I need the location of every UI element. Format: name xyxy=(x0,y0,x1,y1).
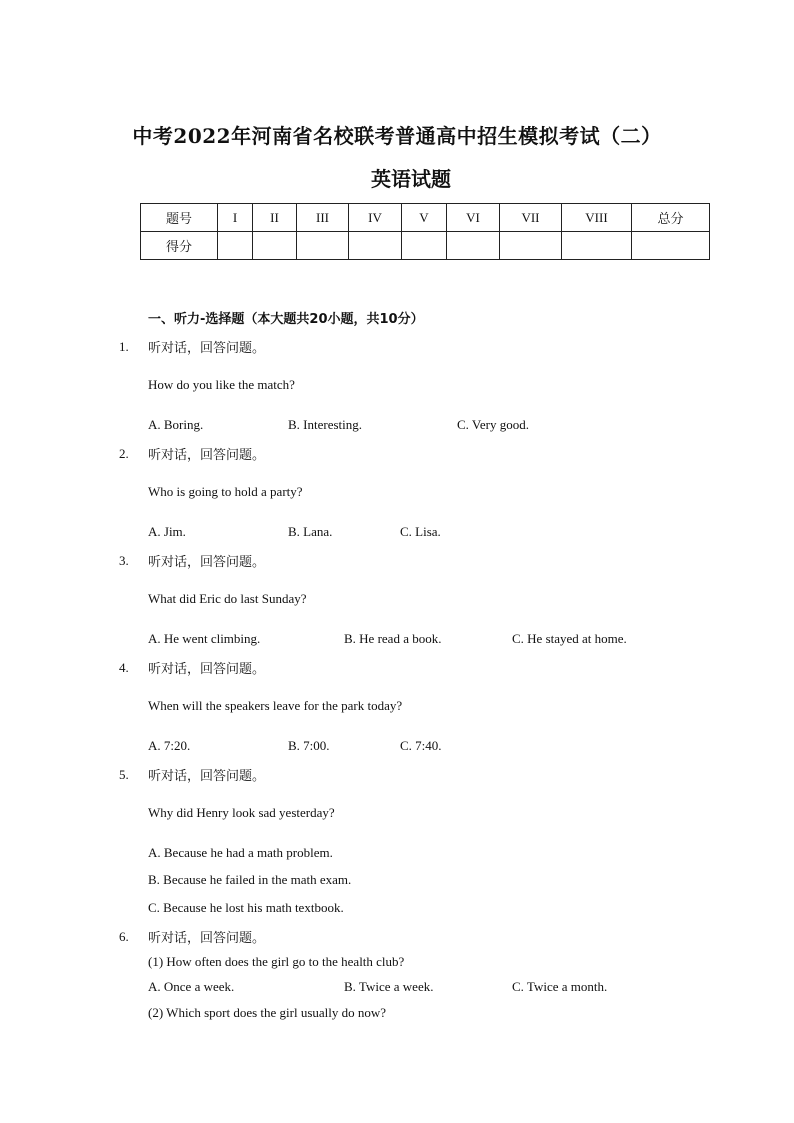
score-table-header-cell: VIII xyxy=(562,204,632,232)
score-table-header-cell: 总分 xyxy=(632,204,710,232)
question-instruction: 听对话，回答问题。 xyxy=(148,931,266,946)
question-number: 1. xyxy=(119,339,129,354)
option-c: C. Very good. xyxy=(457,417,529,432)
option-b: B. Lana. xyxy=(288,524,333,539)
option-a: A. Once a week. xyxy=(148,979,235,994)
score-cell xyxy=(632,232,710,260)
question-text: When will the speakers leave for the park today? xyxy=(148,698,403,713)
option-b: B. Interesting. xyxy=(288,417,363,432)
score-cell xyxy=(218,232,253,260)
option-b: B. He read a book. xyxy=(344,631,442,646)
question-text: What did Eric do last Sunday? xyxy=(148,591,307,606)
section-heading: 一、听力-选择题（本大题共20小题，共10分） xyxy=(148,312,424,327)
option-a: A. 7:20. xyxy=(148,738,191,753)
score-table-header-cell: VII xyxy=(500,204,562,232)
score-cell xyxy=(349,232,402,260)
option-a: A. Because he had a math problem. xyxy=(148,845,333,860)
question-instruction: 听对话，回答问题。 xyxy=(148,341,266,356)
score-table-header-cell: IV xyxy=(349,204,402,232)
option-b: B. 7:00. xyxy=(288,738,330,753)
question-instruction: 听对话，回答问题。 xyxy=(148,769,266,784)
question-number: 6. xyxy=(119,929,129,944)
question-number: 2. xyxy=(119,446,129,461)
question-number: 3. xyxy=(119,553,129,568)
option-a: A. Boring. xyxy=(148,417,204,432)
score-table-score-row xyxy=(141,232,710,260)
question-instruction: 听对话，回答问题。 xyxy=(148,555,266,570)
option-c: C. He stayed at home. xyxy=(512,631,627,646)
score-table-header-cell: VI xyxy=(447,204,500,232)
option-c: C. Because he lost his math textbook. xyxy=(148,900,344,915)
option-b: B. Because he failed in the math exam. xyxy=(148,872,352,887)
question-text: Why did Henry look sad yesterday? xyxy=(148,805,335,820)
score-table-header-cell: V xyxy=(402,204,447,232)
option-c: C. Lisa. xyxy=(400,524,441,539)
score-cell xyxy=(562,232,632,260)
question-instruction: 听对话，回答问题。 xyxy=(148,448,266,463)
sub-question-text: (2) Which sport does the girl usually do now? xyxy=(148,1005,387,1020)
question-instruction: 听对话，回答问题。 xyxy=(148,662,266,677)
option-a: A. He went climbing. xyxy=(148,631,261,646)
score-table-header-cell: III xyxy=(297,204,349,232)
exam-subtitle: 英语试题 xyxy=(371,167,451,191)
question-number: 5. xyxy=(119,767,129,782)
score-table xyxy=(140,203,710,260)
exam-title: 中考2022年河南省名校联考普通高中招生模拟考试（二） xyxy=(132,124,662,148)
option-c: C. Twice a month. xyxy=(512,979,608,994)
question-number: 4. xyxy=(119,660,129,675)
option-a: A. Jim. xyxy=(148,524,186,539)
score-cell xyxy=(500,232,562,260)
score-label: 得分 xyxy=(141,232,218,260)
score-table-header-row xyxy=(141,204,710,232)
score-table-header-cell: 题号 xyxy=(141,204,218,232)
question-text: How do you like the match? xyxy=(148,377,295,392)
option-c: C. 7:40. xyxy=(400,738,442,753)
score-cell xyxy=(447,232,500,260)
score-cell xyxy=(402,232,447,260)
option-b: B. Twice a week. xyxy=(344,979,434,994)
sub-question-text: (1) How often does the girl go to the health club? xyxy=(148,954,405,969)
question-text: Who is going to hold a party? xyxy=(148,484,303,499)
score-cell xyxy=(297,232,349,260)
score-cell xyxy=(253,232,297,260)
score-table-header-cell: II xyxy=(253,204,297,232)
score-table-header-cell: I xyxy=(218,204,253,232)
